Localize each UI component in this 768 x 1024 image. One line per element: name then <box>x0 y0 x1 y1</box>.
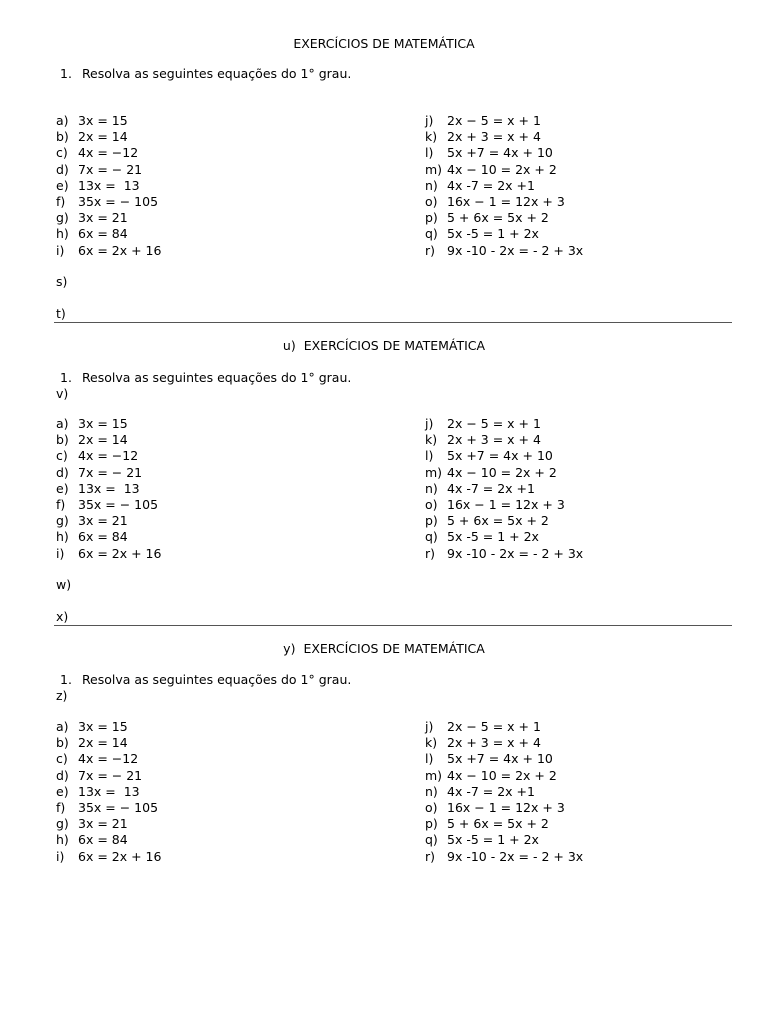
equation-item <box>56 849 161 865</box>
equation-text: 6x = 2x + 16 <box>78 242 162 258</box>
equation-label: i) <box>56 545 65 561</box>
equation-label: e) <box>56 480 69 496</box>
equation-text: 5x +7 = 4x + 10 <box>447 145 553 161</box>
equation-label: f) <box>56 496 66 512</box>
equation-text: 2x = 14 <box>78 735 128 751</box>
sheet2-extra-label-x: x) <box>56 609 69 624</box>
equation-text: 35x = − 105 <box>78 496 159 512</box>
equation-label: j) <box>425 416 434 431</box>
sheet1-title <box>0 36 768 52</box>
equation-text: 16x − 1 = 12x + 3 <box>447 496 565 512</box>
equation-label: p) <box>425 816 438 832</box>
equation-text: 5 + 6x = 5x + 2 <box>447 513 549 529</box>
equation-item <box>425 226 583 242</box>
equation-text: 13x = 13 <box>78 783 140 799</box>
equation-text: 2x + 3 = x + 4 <box>447 735 541 751</box>
equation-text: 4x = −12 <box>78 145 139 161</box>
sheet2-instruction-text: Resolva as seguintes equações do 1° grau. <box>81 370 352 385</box>
equation-text: 5 + 6x = 5x + 2 <box>447 816 549 832</box>
equation-item <box>56 243 161 259</box>
equation-item <box>425 832 583 848</box>
equation-label: g) <box>56 513 69 529</box>
equation-item <box>425 497 583 513</box>
equation-item <box>56 465 161 481</box>
equation-text: 5x +7 = 4x + 10 <box>447 751 553 767</box>
equation-label: q) <box>425 832 438 848</box>
equation-item <box>425 432 583 448</box>
sheet2-title-label: u) <box>282 338 296 353</box>
equation-text: 2x = 14 <box>78 129 128 145</box>
equation-item <box>56 751 161 767</box>
equation-item <box>56 481 161 497</box>
equation-label: k) <box>425 432 438 448</box>
equation-item <box>56 416 161 432</box>
sheet3-title-label: y) <box>283 641 296 656</box>
equation-label: a) <box>56 113 69 128</box>
equation-text: 7x = − 21 <box>78 767 143 783</box>
equation-label: q) <box>425 529 438 545</box>
equation-item <box>425 194 583 210</box>
equation-label: h) <box>56 832 69 848</box>
equation-label: a) <box>56 719 69 734</box>
sheet3-instruction <box>60 672 351 688</box>
equation-item <box>56 719 161 735</box>
equation-item <box>425 162 583 178</box>
equation-text: 4x -7 = 2x +1 <box>447 783 535 799</box>
equation-label: e) <box>56 783 69 799</box>
equation-text: 35x = − 105 <box>78 193 159 209</box>
equation-label: d) <box>56 464 69 480</box>
equation-text: 2x − 5 = x + 1 <box>447 719 541 734</box>
equation-text: 9x -10 - 2x = - 2 + 3x <box>447 242 584 258</box>
sheet1-instruction <box>60 66 351 82</box>
equation-text: 4x − 10 = 2x + 2 <box>447 767 557 783</box>
equation-label: b) <box>56 432 69 448</box>
equation-text: 5x -5 = 1 + 2x <box>447 529 539 545</box>
equation-label: n) <box>425 783 438 799</box>
equation-label: f) <box>56 193 66 209</box>
equation-text: 3x = 15 <box>78 719 128 734</box>
equation-item <box>425 448 583 464</box>
equation-item <box>425 784 583 800</box>
equation-label: k) <box>425 129 438 145</box>
equation-item <box>425 416 583 432</box>
equation-item <box>425 210 583 226</box>
equation-item <box>425 735 583 751</box>
equation-label: g) <box>56 816 69 832</box>
sheet3-instruction-number: 1. <box>60 672 72 687</box>
equation-item <box>425 145 583 161</box>
equation-text: 13x = 13 <box>78 177 140 193</box>
equation-text: 2x − 5 = x + 1 <box>447 416 541 431</box>
sheet1-instruction-number: 1. <box>60 66 72 81</box>
sheet1-right-equations <box>425 113 583 259</box>
equation-label: m) <box>425 464 443 480</box>
equation-label: c) <box>56 751 68 767</box>
equation-item <box>425 178 583 194</box>
equation-text: 4x -7 = 2x +1 <box>447 177 535 193</box>
equation-item <box>56 129 161 145</box>
equation-label: i) <box>56 848 65 864</box>
sheet2-extra-label-w: w) <box>56 577 72 592</box>
equation-text: 13x = 13 <box>78 480 140 496</box>
equation-text: 5 + 6x = 5x + 2 <box>447 210 549 226</box>
equation-label: r) <box>425 242 436 258</box>
equation-item <box>56 816 161 832</box>
sheet3-title-text: EXERCÍCIOS DE MATEMÁTICA <box>303 641 485 656</box>
sheet2-left-equations <box>56 416 161 562</box>
equation-label: i) <box>56 242 65 258</box>
equation-label: m) <box>425 767 443 783</box>
equation-label: h) <box>56 529 69 545</box>
equation-text: 3x = 21 <box>78 816 128 832</box>
equation-label: p) <box>425 210 438 226</box>
equation-item <box>56 145 161 161</box>
equation-text: 2x + 3 = x + 4 <box>447 432 541 448</box>
equation-item <box>56 832 161 848</box>
sheet2-title <box>0 338 768 354</box>
equation-text: 6x = 2x + 16 <box>78 848 162 864</box>
equation-text: 2x − 5 = x + 1 <box>447 113 541 128</box>
equation-label: j) <box>425 719 434 734</box>
equation-label: a) <box>56 416 69 431</box>
equation-text: 16x − 1 = 12x + 3 <box>447 799 565 815</box>
equation-text: 3x = 15 <box>78 416 128 431</box>
equation-label: k) <box>425 735 438 751</box>
equation-label: b) <box>56 735 69 751</box>
equation-text: 5x +7 = 4x + 10 <box>447 448 553 464</box>
sheet3-left-equations <box>56 719 161 865</box>
equation-label: j) <box>425 113 434 128</box>
equation-label: o) <box>425 496 438 512</box>
equation-item <box>425 481 583 497</box>
sheet2-instruction <box>60 370 351 386</box>
sheet1-title-text: EXERCÍCIOS DE MATEMÁTICA <box>293 36 475 51</box>
equation-item <box>56 113 161 129</box>
equation-label: h) <box>56 226 69 242</box>
equation-label: p) <box>425 513 438 529</box>
equation-item <box>425 129 583 145</box>
equation-text: 3x = 21 <box>78 210 128 226</box>
equation-label: o) <box>425 193 438 209</box>
equation-item <box>56 210 161 226</box>
equation-label: f) <box>56 799 66 815</box>
equation-item <box>56 529 161 545</box>
equation-label: l) <box>425 448 434 464</box>
equation-label: c) <box>56 448 68 464</box>
equation-label: o) <box>425 799 438 815</box>
sheet2-label-v: v) <box>56 386 69 401</box>
equation-item <box>425 529 583 545</box>
equation-item <box>425 816 583 832</box>
sheet3-label-z: z) <box>56 688 68 703</box>
equation-item <box>56 194 161 210</box>
equation-text: 7x = − 21 <box>78 464 143 480</box>
equation-item <box>425 751 583 767</box>
equation-text: 6x = 84 <box>78 226 128 242</box>
equation-label: l) <box>425 145 434 161</box>
equation-item <box>56 178 161 194</box>
section-divider <box>54 625 732 626</box>
section-divider <box>54 322 732 323</box>
equation-item <box>56 800 161 816</box>
equation-item <box>425 465 583 481</box>
equation-item <box>56 546 161 562</box>
equation-text: 6x = 2x + 16 <box>78 545 162 561</box>
equation-text: 6x = 84 <box>78 529 128 545</box>
equation-text: 4x -7 = 2x +1 <box>447 480 535 496</box>
equation-text: 4x − 10 = 2x + 2 <box>447 464 557 480</box>
equation-label: l) <box>425 751 434 767</box>
equation-text: 4x = −12 <box>78 448 139 464</box>
equation-label: r) <box>425 545 436 561</box>
sheet3-instruction-text: Resolva as seguintes equações do 1° grau. <box>81 672 352 687</box>
equation-item <box>425 113 583 129</box>
equation-label: d) <box>56 767 69 783</box>
sheet1-extra-label-s: s) <box>56 274 68 289</box>
equation-item <box>56 735 161 751</box>
equation-text: 3x = 15 <box>78 113 128 128</box>
equation-text: 3x = 21 <box>78 513 128 529</box>
sheet3-right-equations <box>425 719 583 865</box>
equation-label: r) <box>425 848 436 864</box>
equation-text: 9x -10 - 2x = - 2 + 3x <box>447 545 584 561</box>
equation-item <box>56 768 161 784</box>
equation-text: 5x -5 = 1 + 2x <box>447 226 539 242</box>
sheet3-title <box>0 641 768 657</box>
equation-label: d) <box>56 161 69 177</box>
equation-label: e) <box>56 177 69 193</box>
equation-text: 5x -5 = 1 + 2x <box>447 832 539 848</box>
equation-label: m) <box>425 161 443 177</box>
equation-text: 7x = − 21 <box>78 161 143 177</box>
equation-label: n) <box>425 177 438 193</box>
equation-label: b) <box>56 129 69 145</box>
equation-label: q) <box>425 226 438 242</box>
sheet1-left-equations <box>56 113 161 259</box>
equation-label: c) <box>56 145 68 161</box>
equation-label: n) <box>425 480 438 496</box>
sheet1-extra-label-t: t) <box>56 306 66 321</box>
equation-item <box>425 849 583 865</box>
equation-item <box>425 243 583 259</box>
equation-item <box>56 226 161 242</box>
equation-item <box>56 162 161 178</box>
equation-text: 35x = − 105 <box>78 799 159 815</box>
equation-text: 16x − 1 = 12x + 3 <box>447 193 565 209</box>
equation-item <box>425 768 583 784</box>
equation-text: 2x = 14 <box>78 432 128 448</box>
equation-text: 9x -10 - 2x = - 2 + 3x <box>447 848 584 864</box>
equation-item <box>56 784 161 800</box>
equation-text: 2x + 3 = x + 4 <box>447 129 541 145</box>
equation-item <box>56 513 161 529</box>
equation-label: g) <box>56 210 69 226</box>
sheet1-instruction-text: Resolva as seguintes equações do 1° grau. <box>81 66 352 81</box>
equation-text: 6x = 84 <box>78 832 128 848</box>
equation-text: 4x = −12 <box>78 751 139 767</box>
equation-item <box>56 432 161 448</box>
equation-item <box>425 513 583 529</box>
sheet2-instruction-number: 1. <box>60 370 72 385</box>
sheet2-title-text: EXERCÍCIOS DE MATEMÁTICA <box>303 338 486 353</box>
equation-text: 4x − 10 = 2x + 2 <box>447 161 557 177</box>
equation-item <box>425 546 583 562</box>
equation-item <box>56 448 161 464</box>
equation-item <box>56 497 161 513</box>
equation-item <box>425 800 583 816</box>
sheet2-right-equations <box>425 416 583 562</box>
equation-item <box>425 719 583 735</box>
